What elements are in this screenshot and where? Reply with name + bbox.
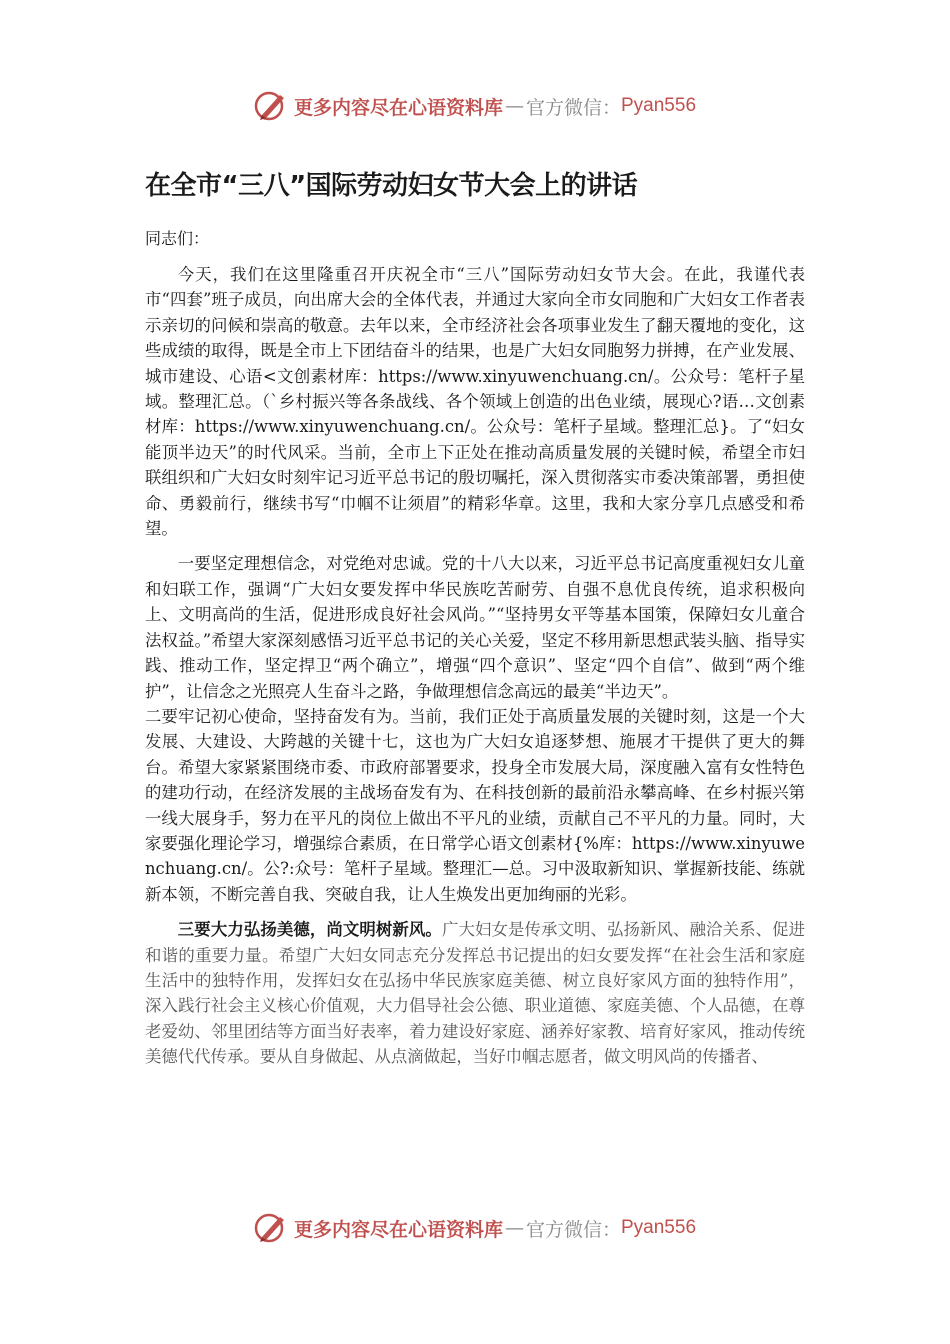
footer-banner (0, 1206, 950, 1250)
banner-official-label: 官方微信： (525, 1218, 621, 1241)
pen-logo-icon (254, 89, 288, 123)
document-body (145, 168, 805, 1080)
salutation: 同志们： (145, 229, 210, 248)
banner-dash: — (504, 95, 524, 117)
paragraph-point-three-lead: 三要大力弘扬美德，尚文明树新风。 (177, 920, 442, 940)
banner-official-label: 官方微信： (525, 96, 621, 119)
paragraph-intro: 今天，我们在这里隆重召开庆祝全市“三八”国际劳动妇女节大会。在此，我谨代表市“四套”班子成员，向出席大会的全体代表，并通过大家向全市女同胞和广大妇女工作者表示亲切的问候和崇高的敬意。去年以来，全市经济社会各项事业发生了翻天覆地的变化，这些成绩的取得，既是全市上下团结奋斗的结果，也是广大妇女同胞努力拼搏，在产业发展、城市建设、心语<文创素材库：https://www.xinyuwenchuang.cn/。公众号：笔杆子星域。整理汇总。（`乡村振兴等各条战线、各个领域上创造的出色业绩，展现心?语…文创素材库：https://www.xinyuwenchuang.cn/。公众号：笔杆子星域。整理汇总}。了“妇女能顶半边天”的时代风采。当前，全市上下正处在推动高质量发展的关键时候，希望全市妇联组织和广大妇女时刻牢记习近平总书记的殷切嘱托，深入贯彻落实市委决策部署，勇担使命、勇毅前行，继续书写“巾帼不让须眉”的精彩华章。这里，我和大家分享几点感受和希望。 (145, 265, 805, 539)
header-banner (0, 84, 950, 128)
banner-main-text: 更多内容尽在心语资料库 (293, 96, 503, 119)
pen-logo-icon (254, 1211, 288, 1245)
paragraph-point-two: 二要牢记初心使命，坚持奋发有为。当前，我们正处于高质量发展的关键时刻，这是一个大发展、大建设、大跨越的关键十七，这也为广大妇女追逐梦想、施展才干提供了更大的舞台。希望大家紧紧围绕市委、市政府部署要求，投身全市发展大局，深度融入富有女性特色的建功行动，在经济发展的主战场奋发有为、在科技创新的最前沿永攀高峰、在乡村振兴第一线大展身手，努力在平凡的岗位上做出不平凡的业绩，贡献自己不平凡的力量。同时，大家要强化理论学习，增强综合素质，在日常学心语文创素材{%库：https://www.xinyuwenchuang.cn/。公?:众号：笔杆子星域。整理汇—总。习中汲取新知识、掌握新技能、练就新本领，不断完善自我、突破自我，让人生焕发出更加绚丽的光彩。 (145, 706, 805, 904)
paragraph-point-three-body: 广大妇女是传承文明、弘扬新风、融洽关系、促进和谐的重要力量。希望广大妇女同志充分发挥总书记提出的妇女要发挥“在社会生活和家庭生活中的独特作用，发挥妇女在弘扬中华民族家庭美德、树立良好家风方面的独特作用”，深入践行社会主义核心价值观，大力倡导社会公德、职业道德、家庭美德、个人品德，在尊老爱幼、邻里团结等方面当好表率，着力建设好家庭、涵养好家教、培育好家风，推动传统美德代代传承。要从自身做起、从点滴做起，当好巾帼志愿者，做文明风尚的传播者、 (145, 920, 806, 1067)
document-title: 在全市“三八”国际劳动妇女节大会上的讲话 (145, 171, 638, 201)
paragraph-point-one: 一要坚定理想信念，对党绝对忠诚。党的十八大以来，习近平总书记高度重视妇女儿童和妇联工作，强调“广大妇女要发挥中华民族吃苦耐劳、自强不息优良传统，追求积极向上、文明高尚的生活，促进形成良好社会风尚。”“坚持男女平等基本国策，保障妇女儿童合法权益。”希望大家深刻感悟习近平总书记的关心关爱，坚定不移用新思想武装头脑、指导实践、推动工作，坚定捍卫“两个确立”，增强“四个意识”、坚定“四个自信”、做到“两个维护”，让信念之光照亮人生奋斗之路，争做理想信念高远的最美“半边天”。 (145, 554, 805, 701)
banner-wechat-id: Pyan556 (621, 1217, 697, 1238)
banner-wechat-id: Pyan556 (621, 95, 697, 116)
paragraph-point-three (145, 917, 805, 1069)
banner-main-text: 更多内容尽在心语资料库 (293, 1218, 503, 1241)
banner-dash: — (504, 1217, 524, 1239)
